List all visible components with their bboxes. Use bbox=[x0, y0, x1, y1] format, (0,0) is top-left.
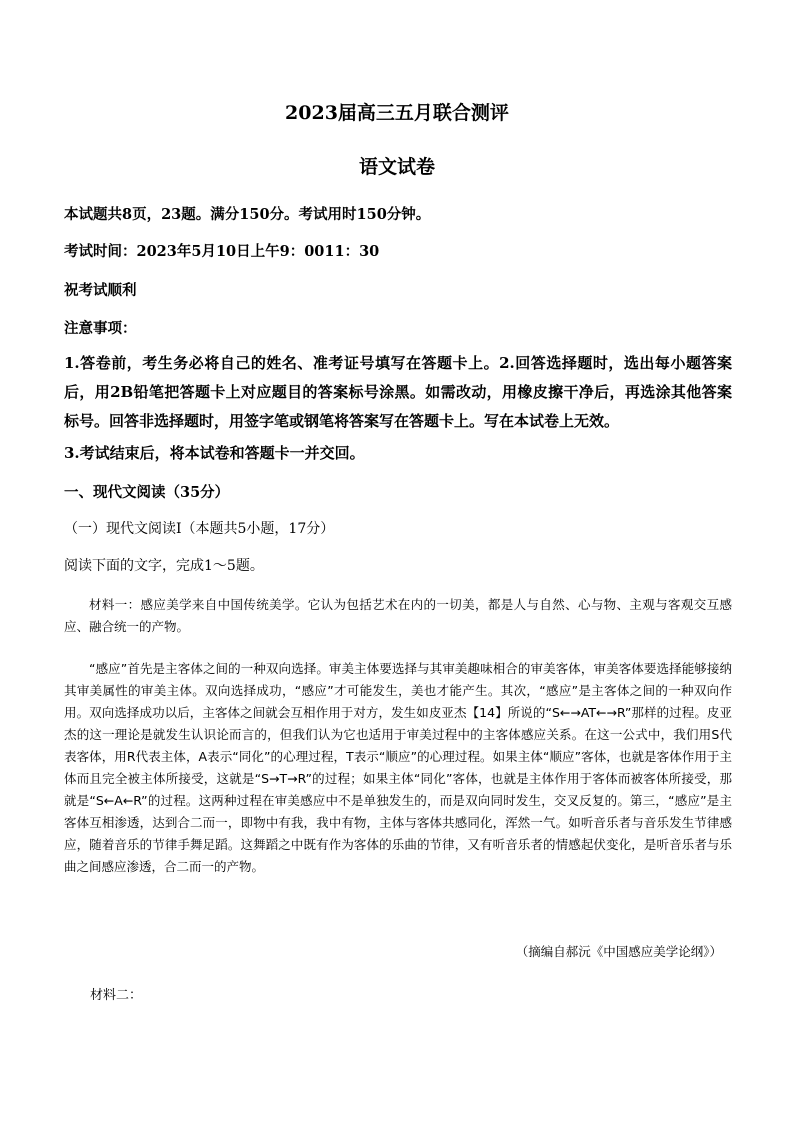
exam-wish: 祝考试顺利 bbox=[64, 282, 137, 299]
notice-item-3: 3.考试结束后，将本试卷和答题卡一并交回。 bbox=[64, 444, 365, 462]
material-two-label: 材料二： bbox=[90, 988, 143, 1003]
exam-info-pages: 本试题共8页，23题。满分150分。考试用时150分钟。 bbox=[64, 206, 431, 223]
material-one-intro: 材料一：感应美学来自中国传统美学。它认为包括艺术在内的一切美，都是人与自然、心与物、主观与客观交互感应、融合统一的产物。 bbox=[64, 597, 732, 634]
section-heading: 一、现代文阅读（35分） bbox=[64, 484, 230, 501]
material-credit: （摘编自郝沅《中国感应美学论纲》） bbox=[515, 944, 722, 959]
notice-item-1-2: 1.答卷前，考生务必将自己的姓名、准考证号填写在答题卡上。2.回答选择题时，选出每小题答案后，用2B铅笔把答题卡上对应题目的答案标号涂黑。如需改动，用橡皮擦干净后，再选涂其他答案标号。回答非选择题时，用签字笔或钢笔将答案写在答题卡上。写在本试卷上无效。 bbox=[64, 354, 732, 430]
section-sub-heading: （一）现代文阅读Ⅰ（本题共5小题，17分） bbox=[64, 521, 335, 537]
material-one-body: “感应”首先是主客体之间的一种双向选择。审美主体要选择与其审美趣味相合的审美客体，审美客体要选择能够接纳其审美属性的审美主体。双向选择成功，“感应”才可能发生，美也才能产生。其次，“感应”是主客体之间的一种双向作用。双向选择成功以后，主客体之间就会互相作用于对方，发生如皮亚杰【14】所说的“S←→AT←→R”那样的过程。皮亚杰的这一理论是就发生认识论而言的，但我们认为它也适用于审美过程中的主客体感应关系。在这一公式中，我们用S代表客体，用R代表主体，A表示“同化”的心理过程，T表示“顺应”的心理过程。如果主体“顺应”客体，也就是客体作用于主体而且完全被主体所接受，这就是“S→T→R”的过程；如果主体“同化”客体，也就是主体作用于客体而被客体所接受，那就是“S←A←R”的过程。这两种过程在审美感应中不是单独发生的，而是双向同时发生，交叉反复的。第三，“感应”是主客体互相渗透，达到合二而一，即物中有我，我中有物，主体与客体共感同化，浑然一气。如听音乐者与音乐发生节律感应，随着音乐的节律手舞足蹈。这舞蹈之中既有作为客体的乐曲的节律，又有听音乐者的情感起伏变化，是听音乐者与乐曲之间感应渗透，合二而一的产物。 bbox=[64, 661, 732, 874]
reading-instruction: 阅读下面的文字，完成1～5题。 bbox=[64, 558, 264, 574]
exam-info-time: 考试时间：2023年5月10日上午9：0011：30 bbox=[64, 243, 380, 260]
exam-subtitle: 语文试卷 bbox=[358, 156, 435, 178]
exam-title: 2023届高三五月联合测评 bbox=[285, 102, 509, 124]
notice-title: 注意事项： bbox=[64, 320, 137, 337]
